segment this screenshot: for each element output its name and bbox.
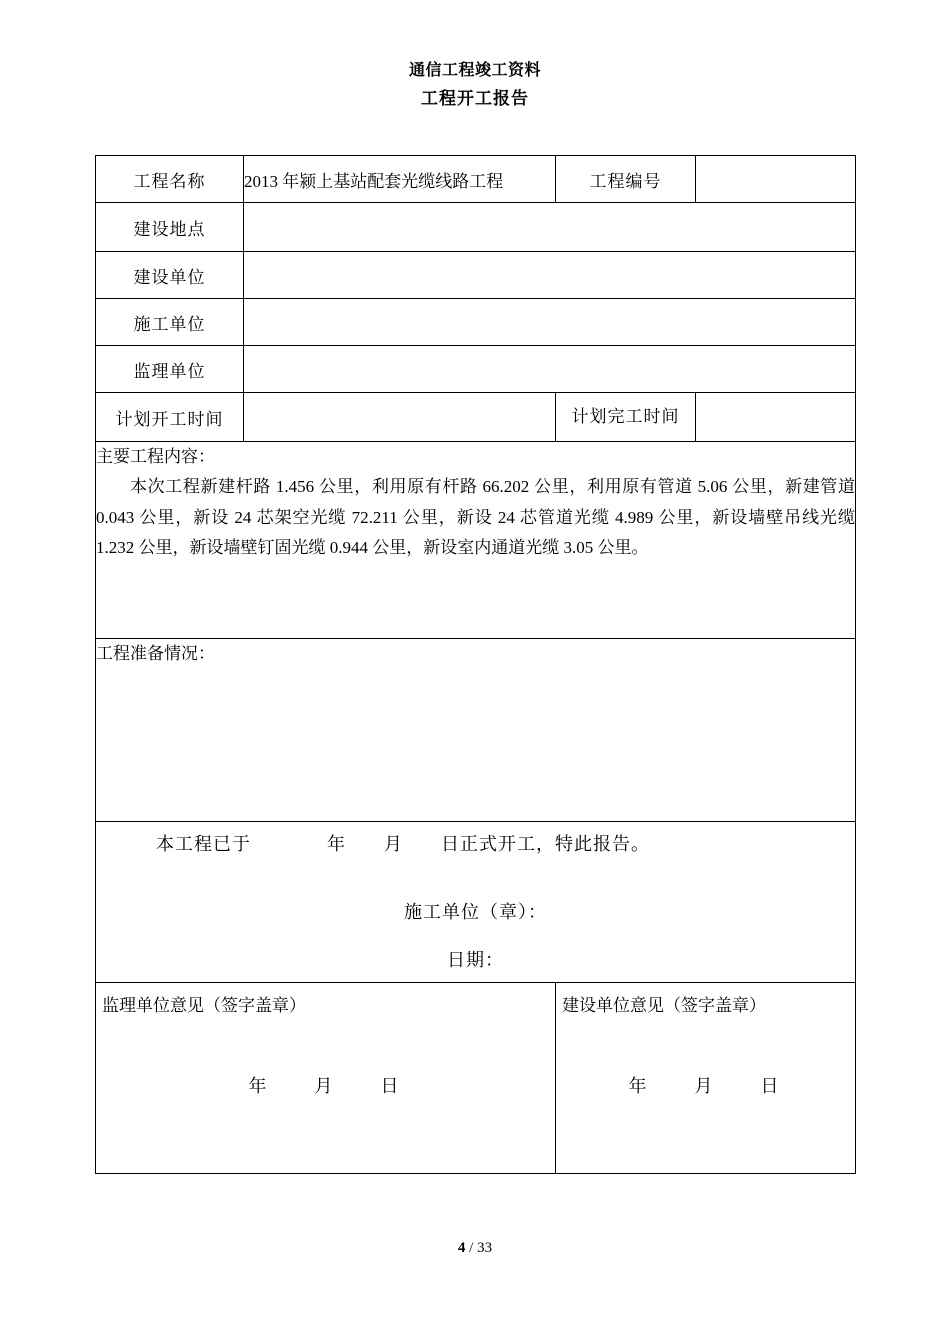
footer-separator: / bbox=[469, 1240, 474, 1256]
cell-build-opinion[interactable] bbox=[556, 983, 856, 1174]
label-sign-date: 日期： bbox=[447, 950, 504, 970]
label-supervise-unit: 监理单位 bbox=[96, 346, 244, 393]
document-header bbox=[0, 0, 950, 112]
label-plan-finish bbox=[556, 393, 696, 442]
label-preparation: 工程准备情况： bbox=[96, 644, 215, 663]
cell-declaration[interactable] bbox=[96, 822, 856, 983]
value-construct-unit[interactable] bbox=[244, 299, 856, 346]
start-work-report-form bbox=[95, 155, 856, 1174]
text-main-content: 本次工程新建杆路 1.456 公里，利用原有杆路 66.202 公里，利用原有管道 5.06 公里，新建管道 0.043 公里，新设 24 芯架空光缆 72.211 公里，新设 24 芯管道光缆 4.989 公里，新设墙壁吊线光缆 1.232 公里，新设墙壁钉固光缆 0.944 公里，新设室内通道光缆 3.05 公里。 bbox=[96, 477, 855, 557]
label-build-opinion: 建设单位意见（签字盖章） bbox=[562, 996, 766, 1015]
label-project-name: 工程名称 bbox=[96, 156, 244, 203]
table-row-construct-unit bbox=[96, 299, 856, 346]
table-row-main-content bbox=[96, 442, 856, 639]
label-plan-finish-text: 计划完工时间 bbox=[571, 407, 680, 427]
value-build-unit[interactable] bbox=[244, 252, 856, 299]
label-plan-start: 计划开工时间 bbox=[96, 393, 244, 442]
document-title: 工程开工报告 bbox=[421, 88, 529, 109]
document-header-line1: 通信工程竣工资料 bbox=[408, 60, 541, 79]
table-row-plan-time bbox=[96, 393, 856, 442]
table-row-preparation bbox=[96, 639, 856, 822]
table-row-supervise-unit bbox=[96, 346, 856, 393]
label-main-content: 主要工程内容： bbox=[96, 447, 215, 466]
table-row-project-name bbox=[96, 156, 856, 203]
label-construct-unit: 施工单位 bbox=[96, 299, 244, 346]
value-project-name[interactable]: 2013 年颍上基站配套光缆线路工程 bbox=[244, 156, 556, 203]
footer-page-total: 33 bbox=[477, 1240, 493, 1256]
value-project-code[interactable] bbox=[696, 156, 856, 203]
value-supervise-unit[interactable] bbox=[244, 346, 856, 393]
text-declaration: 本工程已于 年 月 日正式开工，特此报告。 bbox=[156, 834, 650, 854]
label-sign-unit: 施工单位（章）： bbox=[404, 902, 547, 922]
cell-preparation[interactable] bbox=[96, 639, 856, 822]
table-row-opinions bbox=[96, 983, 856, 1174]
page-footer bbox=[0, 1240, 950, 1257]
label-supervise-opinion: 监理单位意见（签字盖章） bbox=[102, 996, 306, 1015]
cell-supervise-opinion[interactable] bbox=[96, 983, 556, 1174]
cell-main-content[interactable] bbox=[96, 442, 856, 639]
label-build-place: 建设地点 bbox=[96, 203, 244, 252]
value-plan-start[interactable] bbox=[244, 393, 556, 442]
label-supervise-opinion-date: 年 月 日 bbox=[248, 1076, 403, 1096]
table-row-declaration bbox=[96, 822, 856, 983]
footer-page-number: 4 bbox=[457, 1240, 466, 1256]
table-row-build-place bbox=[96, 203, 856, 252]
label-build-opinion-date: 年 月 日 bbox=[628, 1076, 783, 1096]
label-project-code: 工程编号 bbox=[556, 156, 696, 203]
value-plan-finish[interactable] bbox=[696, 393, 856, 442]
table-row-build-unit bbox=[96, 252, 856, 299]
value-build-place[interactable] bbox=[244, 203, 856, 252]
label-build-unit: 建设单位 bbox=[96, 252, 244, 299]
